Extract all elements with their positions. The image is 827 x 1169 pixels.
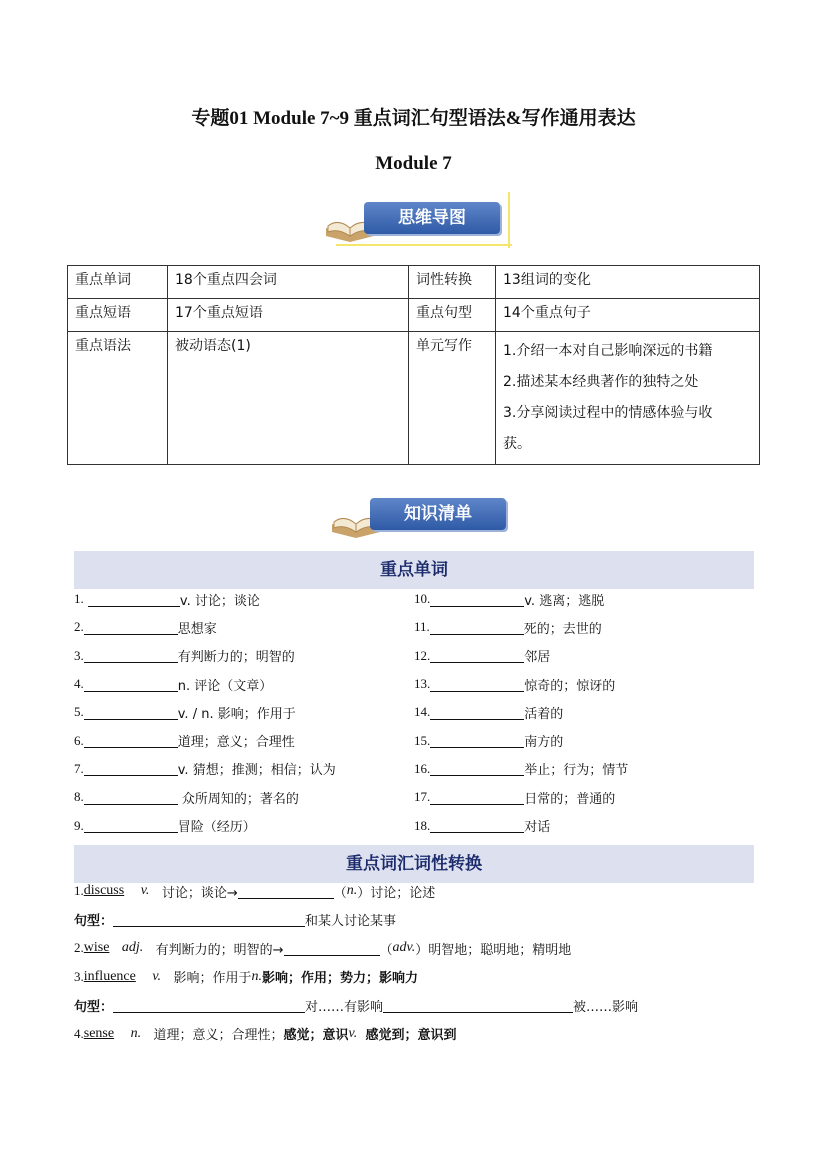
- item-meaning: 惊奇的；惊讶的: [524, 678, 616, 694]
- answer-blank[interactable]: [430, 677, 524, 692]
- paren: （: [379, 942, 393, 958]
- answer-blank[interactable]: [84, 705, 178, 720]
- table-cell: 重点语法: [68, 332, 168, 465]
- item-meaning: ）明智地；聪明地；精明地: [415, 942, 572, 958]
- list-item: [74, 613, 754, 641]
- paren: （: [333, 885, 347, 901]
- section-heading-key-words: 重点单词: [74, 551, 754, 589]
- table-row: [68, 299, 760, 332]
- item-number: 3.: [74, 968, 84, 984]
- item-number: 5.: [74, 704, 84, 720]
- item-number: 1.: [74, 883, 84, 899]
- answer-blank[interactable]: [84, 733, 178, 748]
- list-item: [74, 698, 754, 726]
- item-number: 13.: [414, 676, 431, 692]
- item-meaning: 被……影响: [573, 999, 639, 1015]
- answer-blank[interactable]: [84, 818, 178, 833]
- item-meaning: 活着的: [524, 706, 564, 722]
- answer-blank[interactable]: [84, 761, 178, 776]
- section-heading-word-conversion: 重点词汇词性转换: [74, 845, 754, 883]
- answer-blank[interactable]: [383, 998, 573, 1013]
- answer-blank[interactable]: [430, 620, 524, 635]
- answer-blank[interactable]: [430, 592, 524, 607]
- answer-blank[interactable]: [430, 648, 524, 663]
- item-meaning: 道理；意义；合理性: [177, 735, 295, 751]
- item-number: 14.: [414, 704, 431, 720]
- item-meaning: 众所周知的；著名的: [177, 791, 299, 807]
- answer-blank[interactable]: [84, 677, 178, 692]
- answer-blank[interactable]: [430, 733, 524, 748]
- pattern-label: 句型：: [74, 914, 114, 930]
- item-number: 2.: [74, 940, 84, 956]
- answer-blank[interactable]: [88, 592, 180, 607]
- item-number: 12.: [414, 647, 431, 663]
- answer-blank[interactable]: [113, 912, 305, 927]
- part-of-speech: n.: [346, 883, 358, 899]
- item-meaning: 对……有影响: [305, 999, 384, 1015]
- mind-map-banner: [322, 198, 517, 242]
- headword: influence: [83, 968, 136, 984]
- part-of-speech: n.: [130, 1025, 142, 1041]
- item-meaning: 讨论；谈论→: [161, 885, 238, 901]
- item-meaning: 道理；意义；合理性；: [153, 1028, 284, 1044]
- writing-item: 1.介绍一本对自己影响深远的书籍: [503, 343, 713, 359]
- answer-blank[interactable]: [238, 884, 334, 899]
- item-meaning: 思想家: [177, 621, 217, 637]
- list-item: [74, 1020, 764, 1049]
- item-number: 17.: [414, 789, 431, 805]
- list-item: [74, 783, 754, 811]
- item-number: 4.: [74, 1025, 84, 1041]
- table-cell: 17个重点短语: [168, 299, 409, 332]
- item-meaning: 南方的: [524, 735, 564, 751]
- item-meaning: 影响；作用于: [173, 971, 252, 987]
- answer-blank[interactable]: [284, 941, 380, 956]
- answer-blank[interactable]: [113, 998, 305, 1013]
- answer-blank[interactable]: [430, 761, 524, 776]
- item-meaning: 影响；作用；势力；影响力: [261, 971, 418, 987]
- list-item: [74, 670, 754, 698]
- item-meaning: v. 猜想；推测；相信；认为: [177, 763, 336, 779]
- table-cell: 重点短语: [68, 299, 168, 332]
- list-item: [74, 934, 764, 963]
- list-item: [74, 642, 754, 670]
- item-meaning: 感觉到；意识到: [365, 1028, 457, 1044]
- item-meaning: 对话: [524, 820, 551, 836]
- knowledge-list-label: 知识清单: [370, 498, 506, 530]
- conversion-list: [74, 877, 764, 1048]
- item-meaning: n. 评论（文章）: [177, 678, 273, 694]
- vocab-list: [74, 585, 754, 840]
- item-meaning: 邻居: [524, 650, 551, 666]
- table-row: [68, 332, 760, 465]
- item-number: 1.: [74, 591, 84, 607]
- table-cell: 18个重点四会词: [168, 266, 409, 299]
- answer-blank[interactable]: [84, 790, 178, 805]
- part-of-speech: v.: [140, 883, 150, 899]
- item-meaning: 死的；去世的: [523, 621, 602, 637]
- list-item: [74, 877, 764, 906]
- item-meaning: 感觉；意识: [283, 1028, 349, 1044]
- item-number: 4.: [74, 676, 84, 692]
- item-meaning: 冒险（经历）: [177, 820, 256, 836]
- list-item: [74, 963, 764, 992]
- item-number: 15.: [414, 732, 431, 748]
- part-of-speech: adj.: [121, 940, 144, 956]
- item-number: 7.: [74, 760, 84, 776]
- table-cell: 被动语态(1): [168, 332, 409, 465]
- headword: wise: [83, 940, 110, 956]
- part-of-speech: adv.: [392, 940, 416, 956]
- answer-blank[interactable]: [430, 818, 524, 833]
- table-cell: 14个重点句子: [496, 299, 760, 332]
- item-number: 11.: [414, 619, 430, 635]
- item-meaning: 日常的；普通的: [524, 791, 616, 807]
- banner-decoration: [508, 192, 510, 248]
- headword: discuss: [83, 883, 125, 899]
- overview-table: [67, 265, 760, 465]
- pattern-label: 句型：: [74, 999, 114, 1015]
- item-number: 2.: [74, 619, 84, 635]
- page-title: 专题01 Module 7~9 重点词汇句型语法&写作通用表达: [191, 108, 636, 129]
- part-of-speech: n.: [251, 968, 262, 984]
- writing-item: 2.描述某本经典著作的独特之处: [503, 374, 699, 390]
- table-cell: 单元写作: [409, 332, 496, 465]
- item-meaning: 举止；行为；情节: [524, 763, 629, 779]
- banner-decoration: [336, 244, 512, 246]
- table-row: [68, 266, 760, 299]
- item-meaning: v. / n. 影响；作用于: [177, 706, 296, 722]
- list-item: [74, 906, 764, 935]
- item-number: 6.: [74, 732, 84, 748]
- part-of-speech: v.: [348, 1025, 358, 1041]
- knowledge-list-banner: [328, 494, 523, 538]
- list-item: [74, 585, 754, 613]
- part-of-speech: v.: [152, 968, 162, 984]
- item-meaning: 有判断力的；明智的: [177, 650, 295, 666]
- item-number: 16.: [414, 760, 431, 776]
- item-meaning: v. 讨论；谈论: [179, 593, 260, 609]
- list-item: [74, 755, 754, 783]
- table-cell: 重点单词: [68, 266, 168, 299]
- list-item: [74, 991, 764, 1020]
- item-number: 3.: [74, 647, 84, 663]
- answer-blank[interactable]: [430, 790, 524, 805]
- writing-item: 3.分享阅读过程中的情感体验与收: [503, 405, 713, 421]
- headword: sense: [83, 1025, 115, 1041]
- item-number: 10.: [414, 591, 431, 607]
- item-number: 18.: [414, 817, 431, 833]
- answer-blank[interactable]: [84, 620, 178, 635]
- table-cell: 13组词的变化: [496, 266, 760, 299]
- answer-blank[interactable]: [430, 705, 524, 720]
- answer-blank[interactable]: [84, 648, 178, 663]
- mind-map-label: 思维导图: [364, 202, 500, 234]
- item-meaning: 和某人讨论某事: [305, 914, 397, 930]
- item-meaning: ）讨论；论述: [357, 885, 436, 901]
- writing-item: 获。: [503, 436, 531, 452]
- module-title: Module 7: [375, 153, 452, 174]
- list-item: [74, 811, 754, 839]
- item-meaning: v. 逃离；逃脱: [524, 593, 605, 609]
- table-cell: 重点句型: [409, 299, 496, 332]
- list-item: [74, 726, 754, 754]
- table-cell: 词性转换: [409, 266, 496, 299]
- item-number: 9.: [74, 817, 84, 833]
- item-number: 8.: [74, 789, 84, 805]
- table-cell: [496, 332, 760, 465]
- item-meaning: 有判断力的；明智的→: [155, 942, 284, 958]
